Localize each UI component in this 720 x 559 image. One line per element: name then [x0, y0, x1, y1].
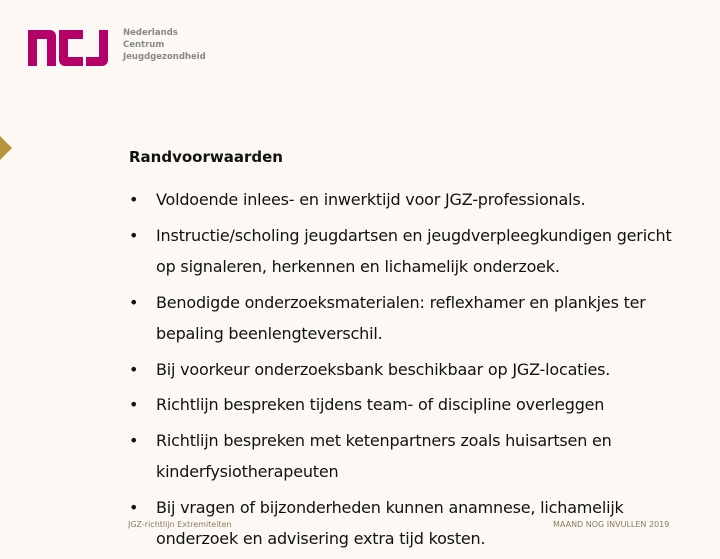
list-item: [129, 354, 689, 386]
list-item-text: Voldoende inlees- en inwerktijd voor JGZ-professionals.: [156, 190, 586, 209]
list-item: [129, 425, 689, 488]
list-item-text: Benodigde onderzoeksmaterialen: reflexhamer en plankjes ter bepaling beenlengteverschil.: [156, 292, 646, 343]
list-item: [129, 220, 689, 283]
list-item-text: Richtlijn bespreken met ketenpartners zoals huisartsen en kinderfysiotherapeuten: [156, 430, 612, 481]
bullet-icon: •: [129, 292, 139, 312]
bullet-icon: •: [129, 225, 139, 245]
bullet-icon: •: [129, 430, 139, 450]
ncj-logo: [28, 28, 118, 66]
arrow-marker-icon: [0, 130, 12, 166]
list-item-text: Bij vragen of bijzonderheden kunnen anamnese, lichamelijk onderzoek en advisering extra tijd kosten.: [156, 497, 624, 548]
bullet-icon: •: [129, 395, 139, 414]
logo-line: Nederlands: [123, 28, 178, 38]
logo-text: [123, 27, 206, 63]
bullet-list: [129, 184, 689, 559]
bullet-icon: •: [129, 359, 139, 379]
list-item-text: Instructie/scholing jeugdartsen en jeugdverpleegkundigen gericht op signaleren, herkennen en lichamelijk onderzoek.: [156, 225, 672, 276]
list-item-text: Bij voorkeur onderzoeksbank beschikbaar op JGZ-locaties.: [156, 359, 611, 379]
list-item-text: Richtlijn bespreken tijdens team- of discipline overleggen: [156, 395, 605, 414]
logo-line: Centrum: [123, 40, 165, 50]
footer-date: MAAND NOG INVULLEN 2019: [553, 520, 670, 529]
list-item: [129, 389, 689, 421]
list-item: [129, 184, 689, 216]
list-item: [129, 287, 689, 350]
logo-line: Jeugdgezondheid: [123, 52, 206, 62]
slide-heading: Randvoorwaarden: [129, 148, 283, 166]
bullet-icon: •: [129, 190, 139, 209]
bullet-icon: •: [129, 497, 139, 517]
footer-title: JGZ-richtlijn Extremiteiten: [128, 520, 232, 529]
